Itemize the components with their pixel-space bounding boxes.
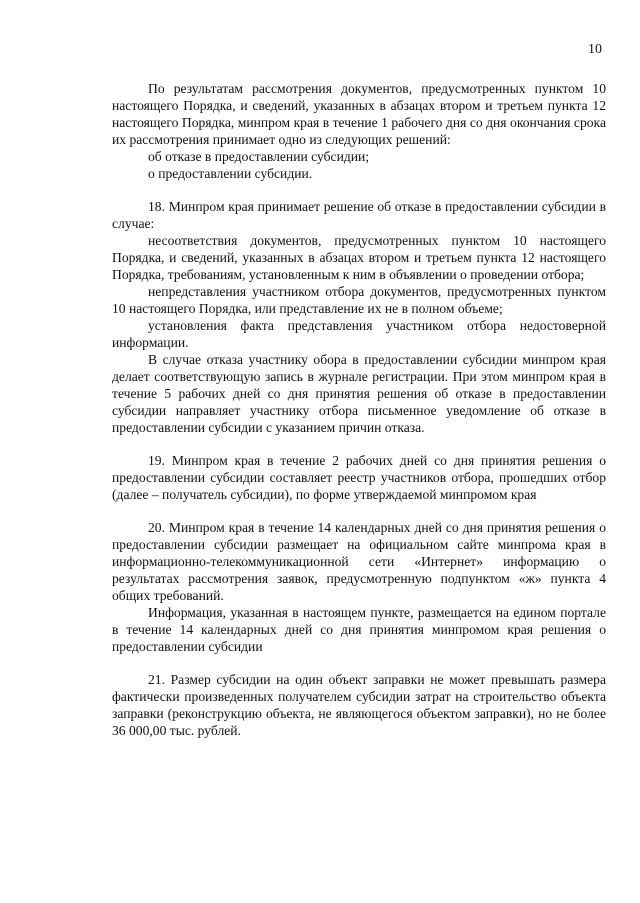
paragraph: 21. Размер субсидии на один объект заправки не может превышать размера фактически произведенных получателем субсидии затрат на строительство объекта заправки (реконструкцию объекта, не являющегося объектом заправки), но не более 36 000,00 тыс. рублей.	[112, 672, 606, 738]
paragraph: По результатам рассмотрения документов, предусмотренных пунктом 10 настоящего Порядка, и сведений, указанных в абзацах втором и третьем пункта 12 настоящего Порядка, минпром края в течение 1 рабочего дня со дня окончания срока их рассмотрения принимает одно из следующих решений:	[112, 81, 606, 147]
paragraph-gap	[112, 655, 606, 671]
paragraph: В случае отказа участнику обора в предоставлении субсидии минпром края делает соответствующую запись в журнале регистрации. При этом минпром края в течение 5 рабочих дней со дня принятия решения об отказе в предоставлении субсидии направляет участнику отбора письменное уведомление об отказе в предоставлении субсидии с указанием причин отказа.	[112, 352, 606, 435]
paragraph: непредставления участником отбора документов, предусмотренных пунктом 10 настоящего Порядка, или представление их не в полном объеме;	[112, 284, 606, 316]
page-number: 10	[588, 42, 602, 57]
paragraph: 19. Минпром края в течение 2 рабочих дней со дня принятия решения о предоставлении субсидии составляет реестр участников отбора, прошедших отбор (далее – получатель субсидии), по форме утверждаемой минпромом края	[112, 453, 606, 502]
paragraph: 20. Минпром края в течение 14 календарных дней со дня принятия решения о предоставлении субсидии размещает на официальном сайте минпрома края в информационно-телекоммуникационной сети «Интернет» информацию о результатах рассмотрения заявок, предусмотренную подпунктом «ж» пункта 4 общих требований.	[112, 520, 606, 603]
paragraph-gap	[112, 182, 606, 198]
list-item: о предоставлении субсидии.	[148, 166, 313, 181]
paragraph: несоответствия документов, предусмотренных пунктом 10 настоящего Порядка, и сведений, указанных в абзацах втором и третьем пункта 12 настоящего Порядка, требованиям, установленным к ним в объявлении о проведении отбора;	[112, 233, 606, 282]
paragraph: 18. Минпром края принимает решение об отказе в предоставлении субсидии в случае:	[112, 199, 606, 231]
paragraph: установления факта представления участником отбора недостоверной информации.	[112, 318, 606, 350]
paragraph-gap	[112, 503, 606, 519]
list-item: об отказе в предоставлении субсидии;	[148, 149, 370, 164]
paragraph: Информация, указанная в настоящем пункте, размещается на едином портале в течение 14 календарных дней со дня принятия минпромом края решения о предоставлении субсидии	[112, 605, 606, 654]
paragraph-gap	[112, 436, 606, 452]
document-body	[112, 80, 606, 739]
